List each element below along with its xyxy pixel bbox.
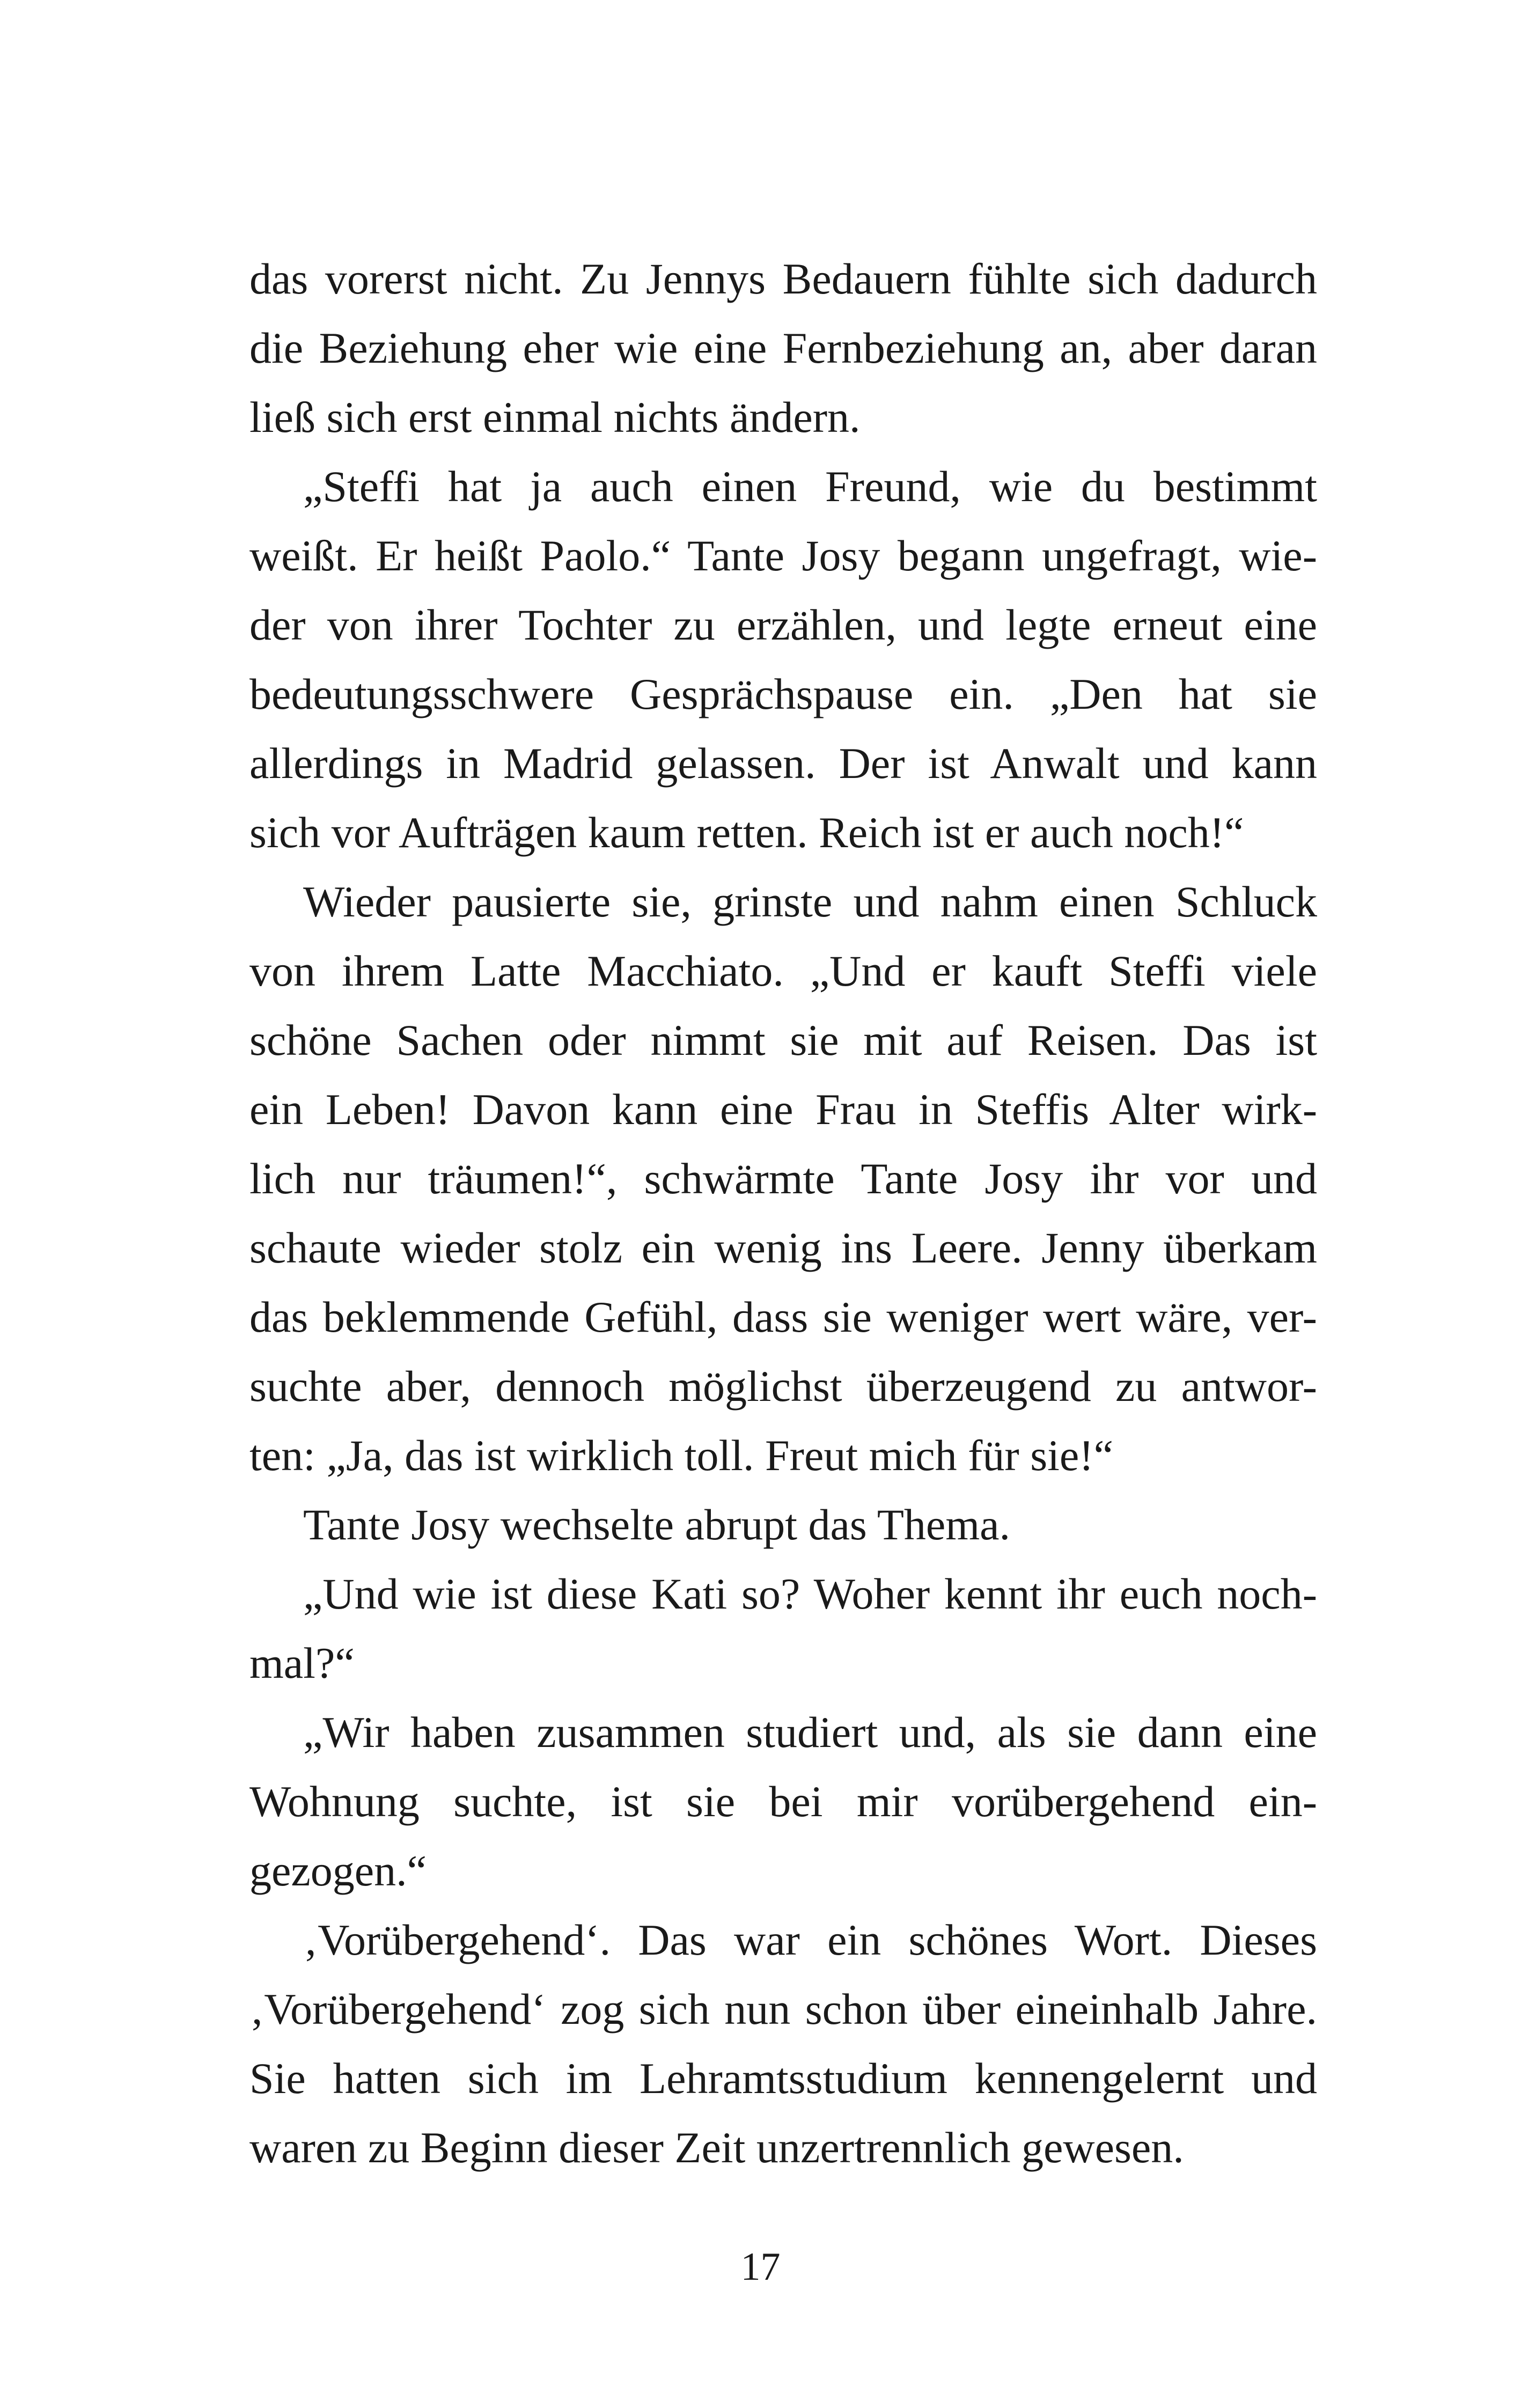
text-line: schöne Sachen oder nimmt sie mit auf Reisen. Das ist [249, 1016, 1317, 1064]
paragraph-start-line: ‚Vorübergehend‘. Das war ein schönes Wort. Dieses [303, 1915, 1317, 1964]
text-line: das vorerst nicht. Zu Jennys Bedauern fühlte sich dadurch [249, 254, 1317, 303]
text-line: mal?“ [249, 1639, 355, 1687]
paragraph-start-line: „Und wie ist diese Kati so? Woher kennt ihr euch noch- [303, 1569, 1317, 1618]
text-line: lich nur träumen!“, schwärmte Tante Josy ihr vor und [249, 1154, 1317, 1203]
text-line: ten: „Ja, das ist wirklich toll. Freut mich für sie!“ [249, 1431, 1114, 1480]
text-line: Sie hatten sich im Lehramtsstudium kennengelernt und [249, 2054, 1317, 2103]
text-line: bedeutungsschwere Gesprächspause ein. „Den hat sie [249, 670, 1317, 718]
text-line: allerdings in Madrid gelassen. Der ist Anwalt und kann [249, 739, 1317, 788]
text-line: sich vor Aufträgen kaum retten. Reich ist er auch noch!“ [249, 808, 1244, 857]
text-line: gezogen.“ [249, 1846, 427, 1895]
page-number: 17 [740, 2245, 781, 2289]
text-line: von ihrem Latte Macchiato. „Und er kauft Steffi viele [249, 946, 1317, 995]
text-line: waren zu Beginn dieser Zeit unzertrennlich gewesen. [249, 2123, 1184, 2172]
text-line: suchte aber, dennoch möglichst überzeugend zu antwor- [249, 1362, 1317, 1411]
text-line: Wohnung suchte, ist sie bei mir vorübergehend ein- [249, 1777, 1317, 1826]
paragraph-start-line: „Wir haben zusammen studiert und, als sie dann eine [303, 1708, 1317, 1757]
body-text [249, 244, 1317, 2182]
text-line: ließ sich erst einmal nichts ändern. [249, 393, 861, 442]
text-line: ‚Vorübergehend‘ zog sich nun schon über eineinhalb Jahre. [249, 1985, 1317, 2033]
text-line: weißt. Er heißt Paolo.“ Tante Josy begann ungefragt, wie- [249, 531, 1317, 580]
text-line: die Beziehung eher wie eine Fernbeziehung an, aber daran [249, 324, 1317, 372]
paragraph-start-line: Wieder pausierte sie, grinste und nahm einen Schluck [303, 877, 1317, 926]
text-line: ein Leben! Davon kann eine Frau in Steffis Alter wirk- [249, 1085, 1317, 1134]
text-line: das beklemmende Gefühl, dass sie weniger wert wäre, ver- [249, 1293, 1317, 1341]
text-line: schaute wieder stolz ein wenig ins Leere. Jenny überkam [249, 1223, 1317, 1272]
paragraph-start-line: Tante Josy wechselte abrupt das Thema. [303, 1500, 1011, 1549]
text-line: der von ihrer Tochter zu erzählen, und legte erneut eine [249, 600, 1317, 649]
paragraph-start-line: „Steffi hat ja auch einen Freund, wie du bestimmt [303, 462, 1317, 511]
